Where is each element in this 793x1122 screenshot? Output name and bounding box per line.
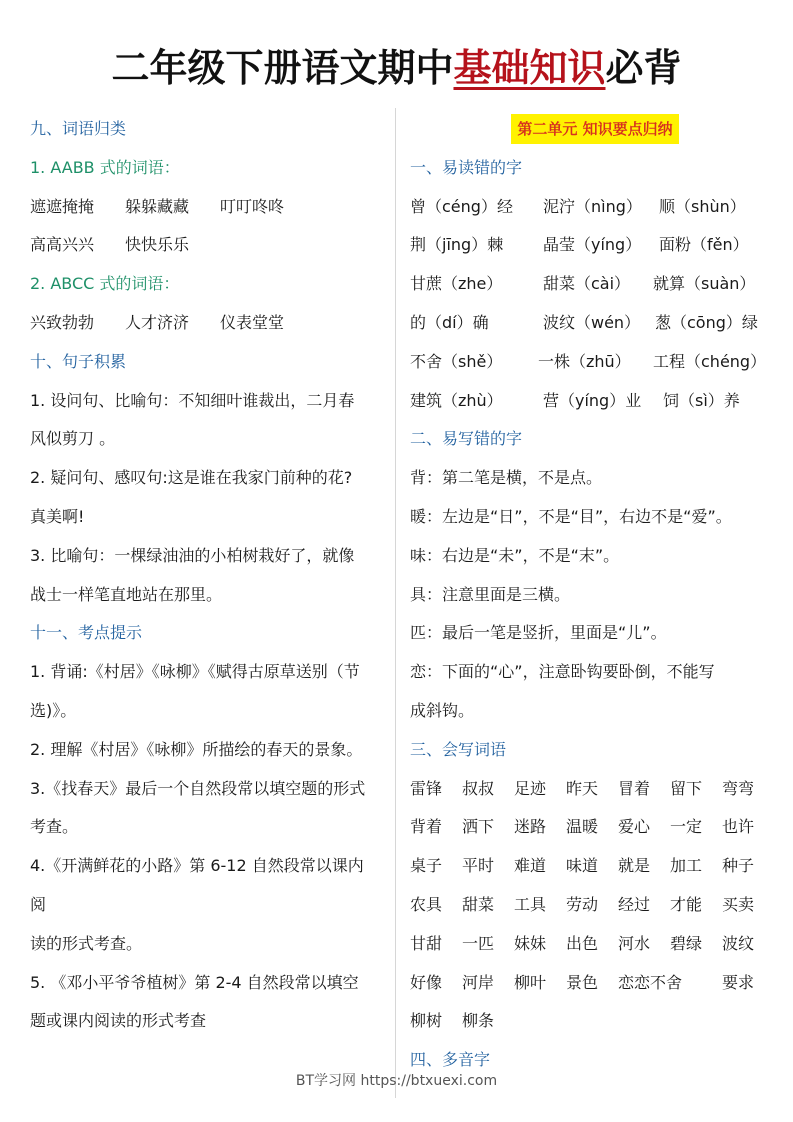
word: 柳树: [410, 1011, 443, 1031]
pinyin-item: 面粉（fěn）: [659, 235, 749, 255]
word: 弯弯: [722, 778, 755, 798]
word: 工具: [514, 894, 547, 914]
word: 快快乐乐: [125, 235, 190, 255]
unit-title-label: 第二单元 知识要点归纳: [511, 114, 678, 144]
word: 碧绿: [670, 933, 703, 953]
word-grid-row: [410, 808, 780, 847]
text-line: 4.《开满鲜花的小路》第 6-12 自然段常以课内: [30, 856, 364, 876]
text-line: 真美啊!: [30, 506, 85, 526]
word: 难道: [514, 856, 547, 876]
text-line: 选)》。: [30, 700, 77, 720]
text-line: 战士一样笔直地站在那里。: [30, 584, 223, 604]
pinyin-row: [410, 382, 780, 421]
word: 一定: [670, 817, 703, 837]
word: 平时: [462, 856, 495, 876]
text-line: 风似剪刀 。: [30, 429, 116, 449]
pinyin-item: 甘蔗（zhe）: [410, 274, 503, 294]
word: 才能: [670, 894, 703, 914]
text-line: 恋：下面的“心”，注意卧钩要卧倒，不能写: [410, 662, 715, 682]
text-line: 题或课内阅读的形式考查: [30, 1011, 207, 1031]
pinyin-item: 波纹（wén）: [543, 312, 641, 332]
word: 也许: [722, 817, 755, 837]
page-title: [0, 44, 793, 92]
word: 出色: [566, 933, 599, 953]
word-grid-row: [410, 925, 780, 964]
word: 要求: [722, 972, 755, 992]
word: 温暖: [566, 817, 599, 837]
pinyin-item: 一株（zhū）: [538, 351, 631, 371]
pinyin-row: [410, 188, 780, 227]
text-line: 1. 设问句、比喻句：不知细叶谁裁出，二月春: [30, 390, 355, 410]
left-column: [30, 110, 390, 1041]
word: 种子: [722, 856, 755, 876]
word: 甜菜: [462, 894, 495, 914]
word: 躲躲藏藏: [125, 196, 190, 216]
word: 叔叔: [462, 778, 495, 798]
section-heading: 三、会写词语: [410, 739, 507, 759]
text-line: 匹：最后一笔是竖折，里面是“儿”。: [410, 623, 667, 643]
word: 农具: [410, 894, 443, 914]
text-line: 成斜钩。: [410, 700, 475, 720]
pinyin-item: 荆（jīng）棘: [410, 235, 504, 255]
word-grid-row: [410, 847, 780, 886]
pinyin-item: 的（dí）确: [410, 312, 489, 332]
pinyin-item: 营（yíng）业: [543, 390, 642, 410]
word: 就是: [618, 856, 651, 876]
word: 留下: [670, 778, 703, 798]
word: 一匹: [462, 933, 495, 953]
text-line: 具：注意里面是三横。: [410, 584, 571, 604]
word: 甘甜: [410, 933, 443, 953]
subheading: 1. AABB 式的词语：: [30, 157, 180, 177]
word: 景色: [566, 972, 599, 992]
text-line: 2. 疑问句、感叹句:这是谁在我家门前种的花?: [30, 468, 353, 488]
pinyin-row: [410, 343, 780, 382]
word-grid-row: [410, 1002, 780, 1041]
word: 冒着: [618, 778, 651, 798]
word-row: [30, 226, 390, 265]
word: 遮遮掩掩: [30, 196, 95, 216]
title-part1: 二年级下册语文期中: [111, 46, 454, 90]
word: 恋恋不舍: [618, 972, 683, 992]
section-heading: 九、词语归类: [30, 119, 127, 138]
word: 柳叶: [514, 972, 547, 992]
section-heading: 十一、考点提示: [30, 623, 143, 643]
footer-watermark: BT学习网 https://btxuexi.com: [295, 1073, 498, 1089]
right-column: [410, 110, 780, 1080]
text-line: 读的形式考查。: [30, 933, 143, 953]
subheading: 2. ABCC 式的词语：: [30, 274, 180, 294]
pinyin-item: 不舍（shě）: [410, 351, 503, 371]
word: 河水: [618, 933, 651, 953]
section-heading: 十、句子积累: [30, 351, 127, 371]
pinyin-item: 曾（céng）经: [410, 196, 513, 216]
text-line: 暖：左边是“日”，不是“目”，右边不是“爱”。: [410, 506, 732, 526]
text-line: 味：右边是“未”，不是“末”。: [410, 545, 620, 565]
word-grid-row: [410, 964, 780, 1003]
section-heading: 二、易写错的字: [410, 429, 523, 449]
word: 洒下: [462, 817, 495, 837]
text-line: 3. 比喻句：一棵绿油油的小柏树栽好了，就像: [30, 545, 355, 565]
word: 人才济济: [125, 312, 190, 332]
word: 兴致勃勃: [30, 312, 95, 332]
word: 味道: [566, 856, 599, 876]
word: 高高兴兴: [30, 235, 95, 255]
word: 好像: [410, 972, 443, 992]
word: 桌子: [410, 856, 443, 876]
word: 昨天: [566, 778, 599, 798]
word: 爱心: [618, 817, 651, 837]
text-line: 5. 《邓小平爷爷植树》第 2-4 自然段常以填空: [30, 972, 359, 992]
word-grid-row: [410, 886, 780, 925]
word: 迷路: [514, 817, 547, 837]
word: 雷锋: [410, 778, 443, 798]
pinyin-item: 晶莹（yíng）: [543, 235, 642, 255]
column-divider: [395, 108, 396, 1098]
pinyin-item: 葱（cōng）绿: [655, 312, 758, 332]
pinyin-item: 饲（sì）养: [663, 390, 740, 410]
word: 背着: [410, 817, 443, 837]
title-part2: 必背: [605, 46, 682, 90]
pinyin-item: 建筑（zhù）: [410, 390, 503, 410]
pinyin-item: 就算（suàn）: [653, 274, 756, 294]
text-line: 3.《找春天》最后一个自然段常以填空题的形式: [30, 778, 366, 798]
word: 仪表堂堂: [220, 312, 285, 332]
pinyin-row: [410, 226, 780, 265]
word: 叮叮咚咚: [220, 196, 285, 216]
pinyin-item: 泥泞（nìng）: [543, 196, 642, 216]
title-highlight: 基础知识: [453, 46, 606, 90]
section-heading: 一、易读错的字: [410, 157, 523, 177]
word: 波纹: [722, 933, 755, 953]
text-line: 2. 理解《村居》《咏柳》所描绘的春天的景象。: [30, 739, 363, 759]
unit-title: [410, 110, 780, 149]
word-grid-row: [410, 770, 780, 809]
word: 妹妹: [514, 933, 547, 953]
word: 柳条: [462, 1011, 495, 1031]
text-line: 背：第二笔是横，不是点。: [410, 468, 603, 488]
word-row: [30, 304, 390, 343]
pinyin-item: 工程（chéng）: [653, 351, 767, 371]
word: 河岸: [462, 972, 495, 992]
pinyin-item: 顺（shùn）: [659, 196, 746, 216]
word: 经过: [618, 894, 651, 914]
pinyin-row: [410, 304, 780, 343]
pinyin-item: 甜菜（cài）: [543, 274, 631, 294]
word: 足迹: [514, 778, 547, 798]
word: 买卖: [722, 894, 755, 914]
word-row: [30, 188, 390, 227]
word: 劳动: [566, 894, 599, 914]
section-heading: 四、多音字: [410, 1050, 491, 1070]
text-line: 考查。: [30, 817, 79, 837]
text-line: 阅: [30, 894, 47, 914]
text-line: 1. 背诵:《村居》《咏柳》《赋得古原草送别（节: [30, 662, 360, 682]
word: 加工: [670, 856, 703, 876]
pinyin-row: [410, 265, 780, 304]
